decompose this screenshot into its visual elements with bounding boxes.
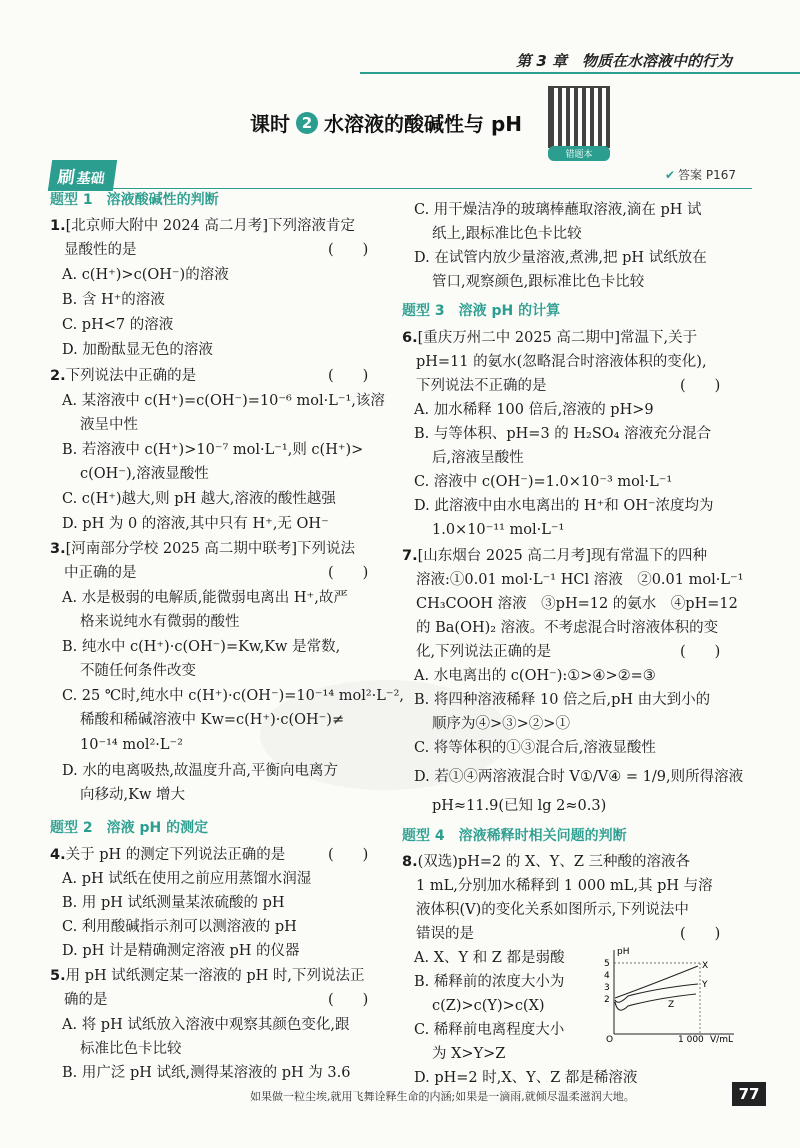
question-stem (402, 850, 690, 874)
line-text: [山东烟台 2025 高二月考]现有常温下的四种 (417, 548, 708, 564)
y-tick-4: 4 (604, 971, 610, 981)
footer-quote: 如果做一粒尘埃,就用飞舞诠释生命的内涵;如果是一滴雨,就倾尽温柔滋润大地。 (250, 1090, 635, 1103)
line-text: 确的是 (64, 992, 108, 1008)
line-text: 题型 2 溶液 pH 的测定 (50, 820, 209, 836)
line-text: A. X、Y 和 Z 都是弱酸 (414, 950, 565, 966)
option-continuation (432, 222, 582, 246)
line-text: C. pH<7 的溶液 (62, 317, 174, 333)
line-text: D. 此溶液中由水电离出的 H⁺和 OH⁻浓度均为 (414, 498, 714, 514)
line-text: D. 若①④两溶液混合时 V①/V④ = 1/9,则所得溶液 (414, 769, 744, 785)
answer-option (414, 765, 743, 789)
line-text: pH=11 的氨水(忽略混合时溶液体积的变化), (416, 354, 707, 370)
origin-label: O (606, 1035, 614, 1044)
line-text: D. 加酚酞显无色的溶液 (62, 342, 213, 358)
line-text: 不随任何条件改变 (80, 663, 196, 679)
line-text: B. 与等体积、pH=3 的 H₂SO₄ 溶液充分混合 (414, 426, 712, 442)
line-text: (双选)pH=2 的 X、Y、Z 三种酸的溶液各 (417, 854, 691, 870)
question-text (416, 350, 707, 374)
question-number: 6. (402, 330, 418, 346)
answer-option (414, 736, 656, 760)
answer-option (414, 1066, 637, 1090)
line-text: 液呈中性 (80, 417, 138, 433)
line-text: 化,下列说法正确的是 (416, 644, 552, 660)
answer-option (414, 494, 714, 518)
line-text: [河南部分学校 2025 高二期中联考]下列说法 (65, 541, 356, 557)
lesson-prefix: 课时 (250, 112, 290, 136)
line-text: [北京师大附中 2024 高二月考]下列溶液肯定 (65, 218, 356, 234)
line-text: B. 纯水中 c(H⁺)·c(OH⁻)=Kw,Kw 是常数, (62, 639, 341, 655)
question-text (416, 898, 689, 922)
answer-text: 答案 P167 (678, 168, 736, 182)
line-text: 关于 pH 的测定下列说法正确的是 (65, 847, 286, 863)
answer-option (414, 398, 654, 422)
line-text: D. 在试管内放少量溶液,煮沸,把 pH 试纸放在 (414, 250, 707, 266)
line-text: 标准比色卡比较 (80, 1041, 182, 1057)
question-text (416, 374, 547, 398)
answer-blank[interactable]: ( ) (680, 926, 721, 942)
lesson-name: 水溶液的酸碱性与 pH (324, 112, 523, 136)
answer-option (414, 664, 656, 688)
line-text: 10⁻¹⁴ mol²·L⁻² (80, 737, 183, 753)
answer-option (414, 422, 711, 446)
line-text: D. pH 计是精确测定溶液 pH 的仪器 (62, 943, 300, 959)
option-continuation (432, 518, 564, 542)
line-text: 显酸性的是 (64, 242, 137, 258)
line-text: 下列说法中正确的是 (65, 368, 197, 384)
badge-main: 刷 (56, 168, 77, 188)
question-number: 2. (50, 368, 66, 384)
line-text: C. 利用酸碱指示剂可以测溶液的 pH (62, 919, 297, 935)
line-text: B. 若溶液中 c(H⁺)>10⁻⁷ mol·L⁻¹,则 c(H⁺)> (62, 442, 364, 458)
line-text: 题型 3 溶液 pH 的计算 (402, 303, 561, 319)
question-number: 4. (50, 847, 66, 863)
question-text (416, 592, 738, 616)
line-text: 题型 4 溶液稀释时相关问题的判断 (402, 828, 627, 844)
question-stem (402, 544, 707, 568)
option-continuation (432, 446, 524, 470)
question-type-heading (402, 299, 560, 323)
line-text: 稀酸和稀碱溶液中 Kw=c(H⁺)·c(OH⁻)≠ (80, 712, 345, 728)
page-number: 77 (732, 1082, 766, 1106)
line-text: A. 某溶液中 c(H⁺)=c(OH⁻)=10⁻⁶ mol·L⁻¹,该溶 (62, 393, 385, 409)
x-tick-1000: 1 000 (678, 1035, 704, 1044)
line-text: 1.0×10⁻¹¹ mol·L⁻¹ (432, 522, 565, 538)
line-text: 格来说纯水有微弱的酸性 (80, 614, 240, 630)
answer-option (414, 246, 707, 270)
line-text: A. 水电离出的 c(OH⁻):①>④>②=③ (414, 668, 656, 684)
line-text: 顺序为④>③>②>① (432, 716, 570, 732)
answer-blank[interactable]: ( ) (328, 992, 369, 1008)
line-text: 纸上,跟标准比色卡比较 (432, 226, 582, 242)
line-text: A. 将 pH 试纸放入溶液中观察其颜色变化,跟 (62, 1017, 350, 1033)
curve-x (615, 966, 698, 998)
question-number: 7. (402, 548, 418, 564)
line-text: B. 用广泛 pH 试纸,测得某溶液的 pH 为 3.6 (62, 1065, 351, 1081)
line-text: B. 将四种溶液稀释 10 倍之后,pH 由大到小的 (414, 692, 711, 708)
y-tick-2: 2 (604, 995, 610, 1005)
label-x: X (702, 961, 709, 971)
line-text: C. 溶液中 c(OH⁻)=1.0×10⁻³ mol·L⁻¹ (414, 474, 673, 490)
answer-blank[interactable]: ( ) (328, 368, 369, 384)
question-type-heading (402, 824, 627, 848)
lesson-number: 2 (296, 112, 318, 134)
line-text: 向移动,Kw 增大 (80, 787, 185, 803)
question-text (416, 568, 743, 592)
line-text: A. c(H⁺)>c(OH⁻)的溶液 (62, 267, 229, 283)
answer-option (414, 970, 564, 994)
line-text: C. 用干燥洁净的玻璃棒蘸取溶液,滴在 pH 试 (414, 202, 702, 218)
line-text: D. 水的电离吸热,故温度升高,平衡向电离方 (62, 763, 339, 779)
question-text (416, 616, 718, 640)
ph-dilution-graph (598, 944, 740, 1044)
answer-option (414, 198, 702, 222)
line-text: D. pH 为 0 的溶液,其中只有 H⁺,无 OH⁻ (62, 516, 329, 532)
label-z: Z (668, 1000, 675, 1010)
answer-blank[interactable]: ( ) (328, 847, 369, 863)
line-text: 下列说法不正确的是 (416, 378, 547, 394)
line-text: 后,溶液呈酸性 (432, 450, 524, 466)
question-stem (402, 326, 697, 350)
option-continuation (432, 1042, 505, 1066)
answer-option (414, 1018, 564, 1042)
line-text: c(OH⁻),溶液显酸性 (80, 466, 209, 482)
line-text: B. 含 H⁺的溶液 (62, 292, 165, 308)
answer-blank[interactable]: ( ) (328, 565, 369, 581)
line-text: 用 pH 试纸测定某一溶液的 pH 时,下列说法正 (65, 968, 365, 984)
question-number: 5. (50, 968, 66, 984)
line-text: pH≈11.9(已知 lg 2≈0.3) (432, 798, 607, 814)
line-text: C. 25 ℃时,纯水中 c(H⁺)·c(OH⁻)=10⁻¹⁴ mol²·L⁻², (62, 688, 404, 704)
y-tick-5: 5 (604, 959, 610, 969)
badge-sub: 基础 (75, 171, 106, 187)
line-text: B. 用 pH 试纸测量某浓硫酸的 pH (62, 895, 285, 911)
line-text: 为 X>Y>Z (432, 1046, 506, 1062)
line-text: 中正确的是 (64, 565, 137, 581)
line-text: 的 Ba(OH)₂ 溶液。不考虑混合时溶液体积的变 (416, 620, 719, 636)
line-text: A. pH 试纸在使用之前应用蒸馏水润湿 (62, 871, 312, 887)
line-text: 溶液:①0.01 mol·L⁻¹ HCl 溶液 ②0.01 mol·L⁻¹ (416, 572, 744, 588)
answer-option (414, 688, 710, 712)
graph-xlabel: V/mL (710, 1035, 733, 1044)
check-icon: ✔ (664, 168, 676, 182)
line-text: [重庆万州二中 2025 高二期中]常温下,关于 (417, 330, 698, 346)
line-text: CH₃COOH 溶液 ③pH=12 的氨水 ④pH=12 (416, 596, 738, 612)
line-text: D. pH=2 时,X、Y、Z 都是稀溶液 (414, 1070, 638, 1086)
option-continuation (432, 712, 570, 736)
answer-blank[interactable]: ( ) (328, 242, 369, 258)
question-number: 3. (50, 541, 66, 557)
answer-option (414, 470, 672, 494)
question-number: 1. (50, 218, 66, 234)
option-continuation (432, 994, 545, 1018)
answer-blank[interactable]: ( ) (680, 378, 721, 394)
question-text (416, 640, 551, 664)
answer-option (414, 946, 565, 970)
line-text: C. 稀释前电离程度大小 (414, 1022, 565, 1038)
option-continuation (432, 270, 644, 294)
line-text: C. 将等体积的①③混合后,溶液显酸性 (414, 740, 656, 756)
qr-label: 错题本 (548, 146, 610, 161)
question-number: 8. (402, 854, 418, 870)
y-tick-3: 3 (604, 983, 610, 993)
line-text: A. 水是极弱的电解质,能微弱电离出 H⁺,故严 (62, 590, 348, 606)
line-text: 管口,观察颜色,跟标准比色卡比较 (432, 274, 645, 290)
graph-ylabel: pH (617, 947, 630, 957)
line-text: 错误的是 (416, 926, 474, 942)
option-continuation (432, 794, 606, 818)
line-text: c(Z)>c(Y)>c(X) (432, 998, 545, 1014)
chapter-title: 第 3 章 物质在水溶液中的行为 (516, 52, 732, 70)
line-text: 1 mL,分别加水稀释到 1 000 mL,其 pH 与溶 (416, 878, 713, 894)
line-text: B. 稀释前的浓度大小为 (414, 974, 565, 990)
question-text (416, 922, 474, 946)
line-text: 题型 1 溶液酸碱性的判断 (50, 192, 219, 208)
question-text (416, 874, 713, 898)
line-text: A. 加水稀释 100 倍后,溶液的 pH>9 (414, 402, 654, 418)
line-text: C. c(H⁺)越大,则 pH 越大,溶液的酸性越强 (62, 491, 336, 507)
answer-blank[interactable]: ( ) (680, 644, 721, 660)
line-text: 液体积(V)的变化关系如图所示,下列说法中 (416, 902, 689, 918)
label-y: Y (702, 980, 708, 990)
